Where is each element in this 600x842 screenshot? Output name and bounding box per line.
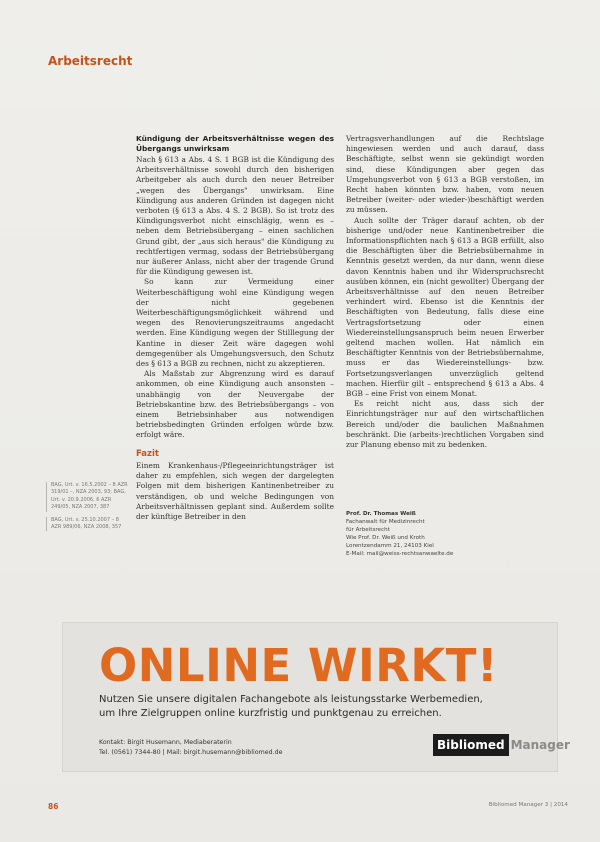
ad-headline: ONLINE WIRKT! [99, 639, 499, 692]
section-label: Arbeitsrecht [48, 54, 133, 68]
footnote: BAG, Urt. v. 16.5.2002 – 8 AZR 319/01 –, NZA 2003, 93; BAG, Urt. v. 20.9.2006, 6 AZR 249/05, NZA 2007, 387 [46, 482, 130, 512]
fazit-heading: Fazit [136, 448, 159, 459]
paragraph: Es reicht nicht aus, dass sich der Einrichtungsträger nur auf den wirtschaftlichen Bereich und/oder die baulichen Maßnahmen beschränkt. Die (arbeits-)rechtlichen Vorgaben sind zur Planung ebenso mit zu bedenken. [346, 399, 544, 450]
author-name: Prof. Dr. Thomas Weiß [346, 511, 416, 517]
ad-contact [99, 738, 419, 758]
ad-text [99, 693, 529, 721]
footer-source: Bibliomed Manager 3 | 2014 [488, 802, 568, 808]
author-line: Wie Prof. Dr. Weiß und Kroth [346, 535, 425, 541]
fazit-paragraph: Einem Krankenhaus-/Pflegeeinrichtungsträger ist daher zu empfehlen, sich wegen der dargelegten Folgen mit dem bisherigen Kantinenbetreiber zu verständigen, ob und welche Bedingungen von Arbeitsverhältnissen geplant sind. Außerdem sollte der künftige Betreiber in den [136, 460, 334, 521]
author-line: Fachanwalt für Medizinrecht [346, 519, 425, 525]
left-column [136, 134, 334, 522]
page-number: 86 [48, 802, 59, 811]
right-column [346, 134, 544, 450]
subheading: Kündigung der Arbeitsverhältnisse wegen des Übergangs unwirksam [136, 134, 334, 153]
author-box [346, 510, 546, 558]
bibliomed-logo [433, 734, 572, 760]
paragraph: Als Maßstab zur Abgrenzung wird es darauf ankommen, ob eine Kündigung auch ansonsten – unabhängig von der Neuvergabe der Betriebskantine bzw. des Betriebsübergangs – von einem Betriebsinhaber aus notwendigen betriebsbedingten Gründen erfolgen würde bzw. erfolgt wäre. [136, 369, 334, 440]
ad-text-line: Nutzen Sie unsere digitalen Fachangebote als leistungsstarke Werbemedien, [99, 694, 483, 705]
logo-suffix: Manager [510, 738, 570, 752]
paragraph: Auch sollte der Träger darauf achten, ob der bisherige und/oder neue Kantinenbetreiber die Informationspflichten nach § 613 a BGB erfüllt, also die Beschäftigten über die Betriebsübernahme in Kenntnis gesetzt werden, da nur dann, wenn diese davon Kenntnis haben und ihr Widerspruchsrecht ausüben können, ein (nicht gewollter) Übergang der Arbeitsverhältnisse auf den neuen Betreiber verhindert wird. Ebenso ist die Kenntnis der Beschäftigten von Bedeutung, falls diese eine Vertragsfortsetzung oder einen Wiedereinstellungsanspruch beim neuen Erwerber geltend machen wollen. Hat nämlich ein Beschäftigter Kenntnis von der Betriebsübernahme, muss er das Wiedereinstellungs- bzw. Fortsetzungsverlangen unverzüglich geltend machen. Hierfür gilt – entsprechend § 613 a Abs. 4 BGB – eine Frist von einem Monat. [346, 215, 544, 399]
ad-text-line: um Ihre Zielgruppen online kurzfristig und punktgenau zu erreichen. [99, 708, 442, 719]
logo-wordmark: Bibliomed [433, 734, 509, 756]
paragraph: Nach § 613 a Abs. 4 S. 1 BGB ist die Kündigung des Arbeitsverhältnisse sowohl durch den bisherigen Arbeitgeber als auch durch den neuer Betreiber „wegen des Übergangs" unwirksam. Eine Kündigung aus anderen Gründen ist dagegen nicht verboten (§ 613 a Abs. 4 S. 2 BGB). So ist trotz des Kündigungsverbot nicht einschlägig, wenn es – neben dem Betriebsübergang – einen sachlichen Grund gibt, der „aus sich heraus" die Kündigung zu rechtfertigen vermag, sodass der Betriebsübergang nur äußerer Anlass, nicht aber der tragende Grund für die Kündigung gewesen ist. [136, 155, 334, 277]
ad-contact-name: Kontakt: Birgit Husemann, Mediaberaterin [99, 739, 232, 746]
author-line: für Arbeitsrecht [346, 527, 390, 533]
footnote: BAG, Urt. v. 25.10.2007 – 8 AZR 989/06, NZA 2008, 357 [46, 517, 130, 532]
footnotes [46, 482, 130, 536]
author-email: E-Mail: mail@weiss-rechtsanwaelte.de [346, 551, 454, 557]
author-line: Lorentzendamm 21, 24103 Kiel [346, 543, 434, 549]
ad-contact-details: Tel. (0561) 7344-80 | Mail: birgit.husemann@bibliomed.de [99, 749, 283, 756]
paragraph: Vertragsverhandlungen auf die Rechtslage hingewiesen werden und auch darauf, dass Beschäftigte, selbst wenn sie gekündigt worden sind, diese Kündigungen aber gegen das Umgehungsverbot von § 613 a BGB verstoßen, im Recht haben könnten bzw. haben, vom neuen Betreiber (weiter- oder wieder-)beschäftigt werden zu müssen. [346, 134, 544, 215]
advertisement [62, 622, 570, 772]
paragraph: So kann zur Vermeidung einer Weiterbeschäftigung wohl eine Kündigung wegen der nicht gegebenen Weiterbeschäftigungsmöglichkeit während und wegen des Renovierungszeitraums angedacht werden. Eine Kündigung wegen der Stilllegung der Kantine in dieser Zeit wäre dagegen wohl demgegenüber als Umgehungsversuch, den Schutz des § 613 a BGB zu rechnen, nicht zu akzeptieren. [136, 277, 334, 369]
